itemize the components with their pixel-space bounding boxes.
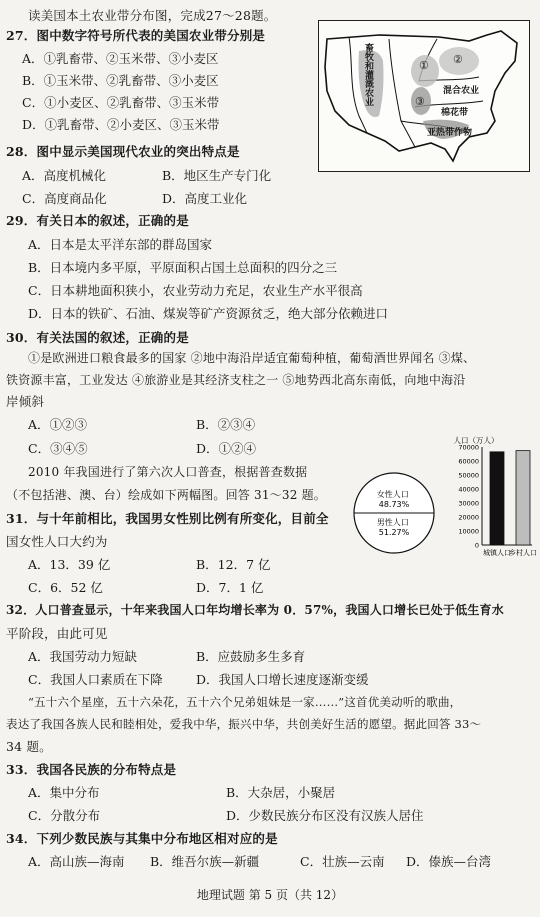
q34-stem: 34．下列少数民族与其集中分布地区相对应的是	[6, 831, 278, 846]
q29-option-a: A．日本是太平洋东部的群岛国家	[28, 237, 213, 252]
q30-statements-line1: ①是欧洲进口粮食最多的国家 ②地中海沿岸适宜葡萄种植，葡萄酒世界闻名 ③煤、	[28, 351, 476, 365]
population-charts	[352, 433, 537, 561]
map-label-mixed: 混合农业	[443, 86, 480, 96]
q30-option-a: A．①②③	[28, 417, 88, 432]
map-label-2: ②	[453, 53, 463, 66]
q30-option-b: B．②③④	[196, 417, 256, 432]
q31-stem-line2: 国女性人口大约为	[6, 534, 108, 549]
q31-option-d: D．7．1 亿	[196, 580, 264, 595]
q33-option-c: C．分散分布	[28, 808, 101, 823]
q34-option-d: D．傣族—台湾	[406, 854, 492, 869]
x-category-label: 城镇人口	[483, 549, 511, 557]
q27-option-d: D．①乳畜带、②小麦区、③玉米带	[22, 117, 220, 132]
intro-31-32-line2: （不包括港、澳、台）绘成如下两幅图。回答 31～32 题。	[6, 488, 326, 502]
map-label-subtropical: 亚热带作物	[427, 128, 473, 138]
intro-27-28: 读美国本土农业带分布图，完成27～28题。	[28, 8, 277, 23]
q28-option-d: D．高度工业化	[162, 191, 248, 206]
q27-option-b: B．①玉米带、②乳畜带、③小麦区	[22, 73, 219, 88]
q31-stem-line1: 31．与十年前相比，我国男女性别比例有所变化，目前全	[6, 511, 329, 526]
q30-stem: 30．有关法国的叙述，正确的是	[6, 330, 189, 345]
y-tick-label: 50000	[458, 471, 479, 480]
q29-option-c: C．日本耕地面积狭小，农业劳动力充足，农业生产水平很高	[28, 283, 363, 298]
q34-option-b: B．维吾尔族—新疆	[150, 854, 260, 869]
intro-33-34-line1: “五十六个星座，五十六朵花，五十六个兄弟姐妹是一家……”这首优美动听的歌曲，	[28, 695, 462, 709]
x-category-label: 乡村人口	[509, 549, 537, 557]
y-tick-label: 30000	[458, 499, 479, 508]
q33-stem: 33．我国各民族的分布特点是	[6, 762, 177, 777]
intro-33-34-line2: 表达了我国各族人民和睦相处，爱我中华，振兴中华，共创美好生活的愿望。据此回答 33～	[6, 717, 482, 731]
q34-option-c: C．壮族—云南	[300, 854, 385, 869]
y-tick-label: 70000	[458, 443, 479, 452]
map-label-1: ①	[419, 59, 429, 72]
pie-label-female-name: 女性人口	[376, 490, 409, 499]
q28-option-c: C．高度商品化	[22, 191, 107, 206]
q33-option-d: D．少数民族分布区没有汉族人居住	[226, 808, 424, 823]
q32-option-b: B．应鼓励多生多育	[196, 649, 306, 664]
y-tick-label: 40000	[458, 485, 479, 494]
pie-label-male-name: 男性人口	[376, 518, 409, 527]
q28-option-a: A．高度机械化	[22, 168, 107, 183]
bar-chart-ylabel: 人口（万人）	[453, 436, 499, 445]
q29-option-b: B．日本境内多平原，平原面积占国土总面积的四分之三	[28, 260, 338, 275]
y-tick-label: 60000	[458, 457, 479, 466]
q32-stem-line2: 平阶段，由此可见	[6, 626, 108, 641]
urban-rural-bar-chart	[458, 444, 537, 558]
y-tick-label: 0	[474, 541, 479, 550]
y-tick-label: 20000	[458, 513, 479, 522]
q33-option-b: B．大杂居，小聚居	[226, 785, 336, 800]
intro-33-34-line3: 34 题。	[6, 739, 52, 754]
q34-option-a: A．高山族—海南	[28, 854, 125, 869]
q31-option-c: C．6．52 亿	[28, 580, 103, 595]
q29-option-d: D．日本的铁矿、石油、煤炭等矿产资源贫乏，绝大部分依赖进口	[28, 306, 389, 321]
page-footer: 地理试题 第 5 页（共 12）	[196, 888, 344, 902]
q27-option-c: C．①小麦区、②乳畜带、③玉米带	[22, 95, 220, 110]
q31-option-a: A．13．39 亿	[28, 557, 111, 572]
q30-option-c: C．③④⑤	[28, 441, 88, 456]
q27-option-a: A．①乳畜带、②玉米带、③小麦区	[22, 51, 219, 66]
q29-stem: 29．有关日本的叙述，正确的是	[6, 213, 189, 228]
q28-option-b: B．地区生产专门化	[162, 168, 272, 183]
q32-option-a: A．我国劳动力短缺	[28, 649, 138, 664]
q32-option-c: C．我国人口素质在下降	[28, 672, 163, 687]
q30-option-d: D．①②④	[196, 441, 257, 456]
q30-statements-line2: 铁资源丰富，工业发达 ④旅游业是其经济支柱之一 ⑤地势西北高东南低，向地中海沿	[6, 373, 466, 387]
y-tick-label: 10000	[458, 527, 479, 536]
q27-stem: 27．图中数字符号所代表的美国农业带分别是	[6, 28, 266, 43]
q32-stem-line1: 32．人口普查显示，十年来我国人口年均增长率为 0．57%，我国人口增长已处于低生育水	[6, 603, 504, 617]
usa-agriculture-map	[318, 20, 530, 172]
pie-label-female-value: 48.73%	[378, 500, 410, 509]
map-label-cotton: 棉花带	[441, 108, 469, 118]
q28-stem: 28．图中显示美国现代农业的突出特点是	[6, 144, 240, 159]
map-label-3: ③	[415, 95, 425, 108]
population-charts-svg	[352, 433, 537, 561]
q32-option-d: D．我国人口增长速度逐渐变缓	[196, 672, 369, 687]
q31-option-b: B．12．7 亿	[196, 557, 271, 572]
q33-option-a: A．集中分布	[28, 785, 100, 800]
bar-rural	[516, 451, 530, 545]
bar-urban	[490, 452, 504, 545]
q30-statements-line3: 岸倾斜	[6, 394, 45, 409]
pie-label-male-value: 51.27%	[378, 528, 410, 537]
intro-31-32-line1: 2010 年我国进行了第六次人口普查，根据普查数据	[28, 465, 308, 479]
map-label-ranching: 畜牧和灌溉农业	[363, 43, 373, 106]
